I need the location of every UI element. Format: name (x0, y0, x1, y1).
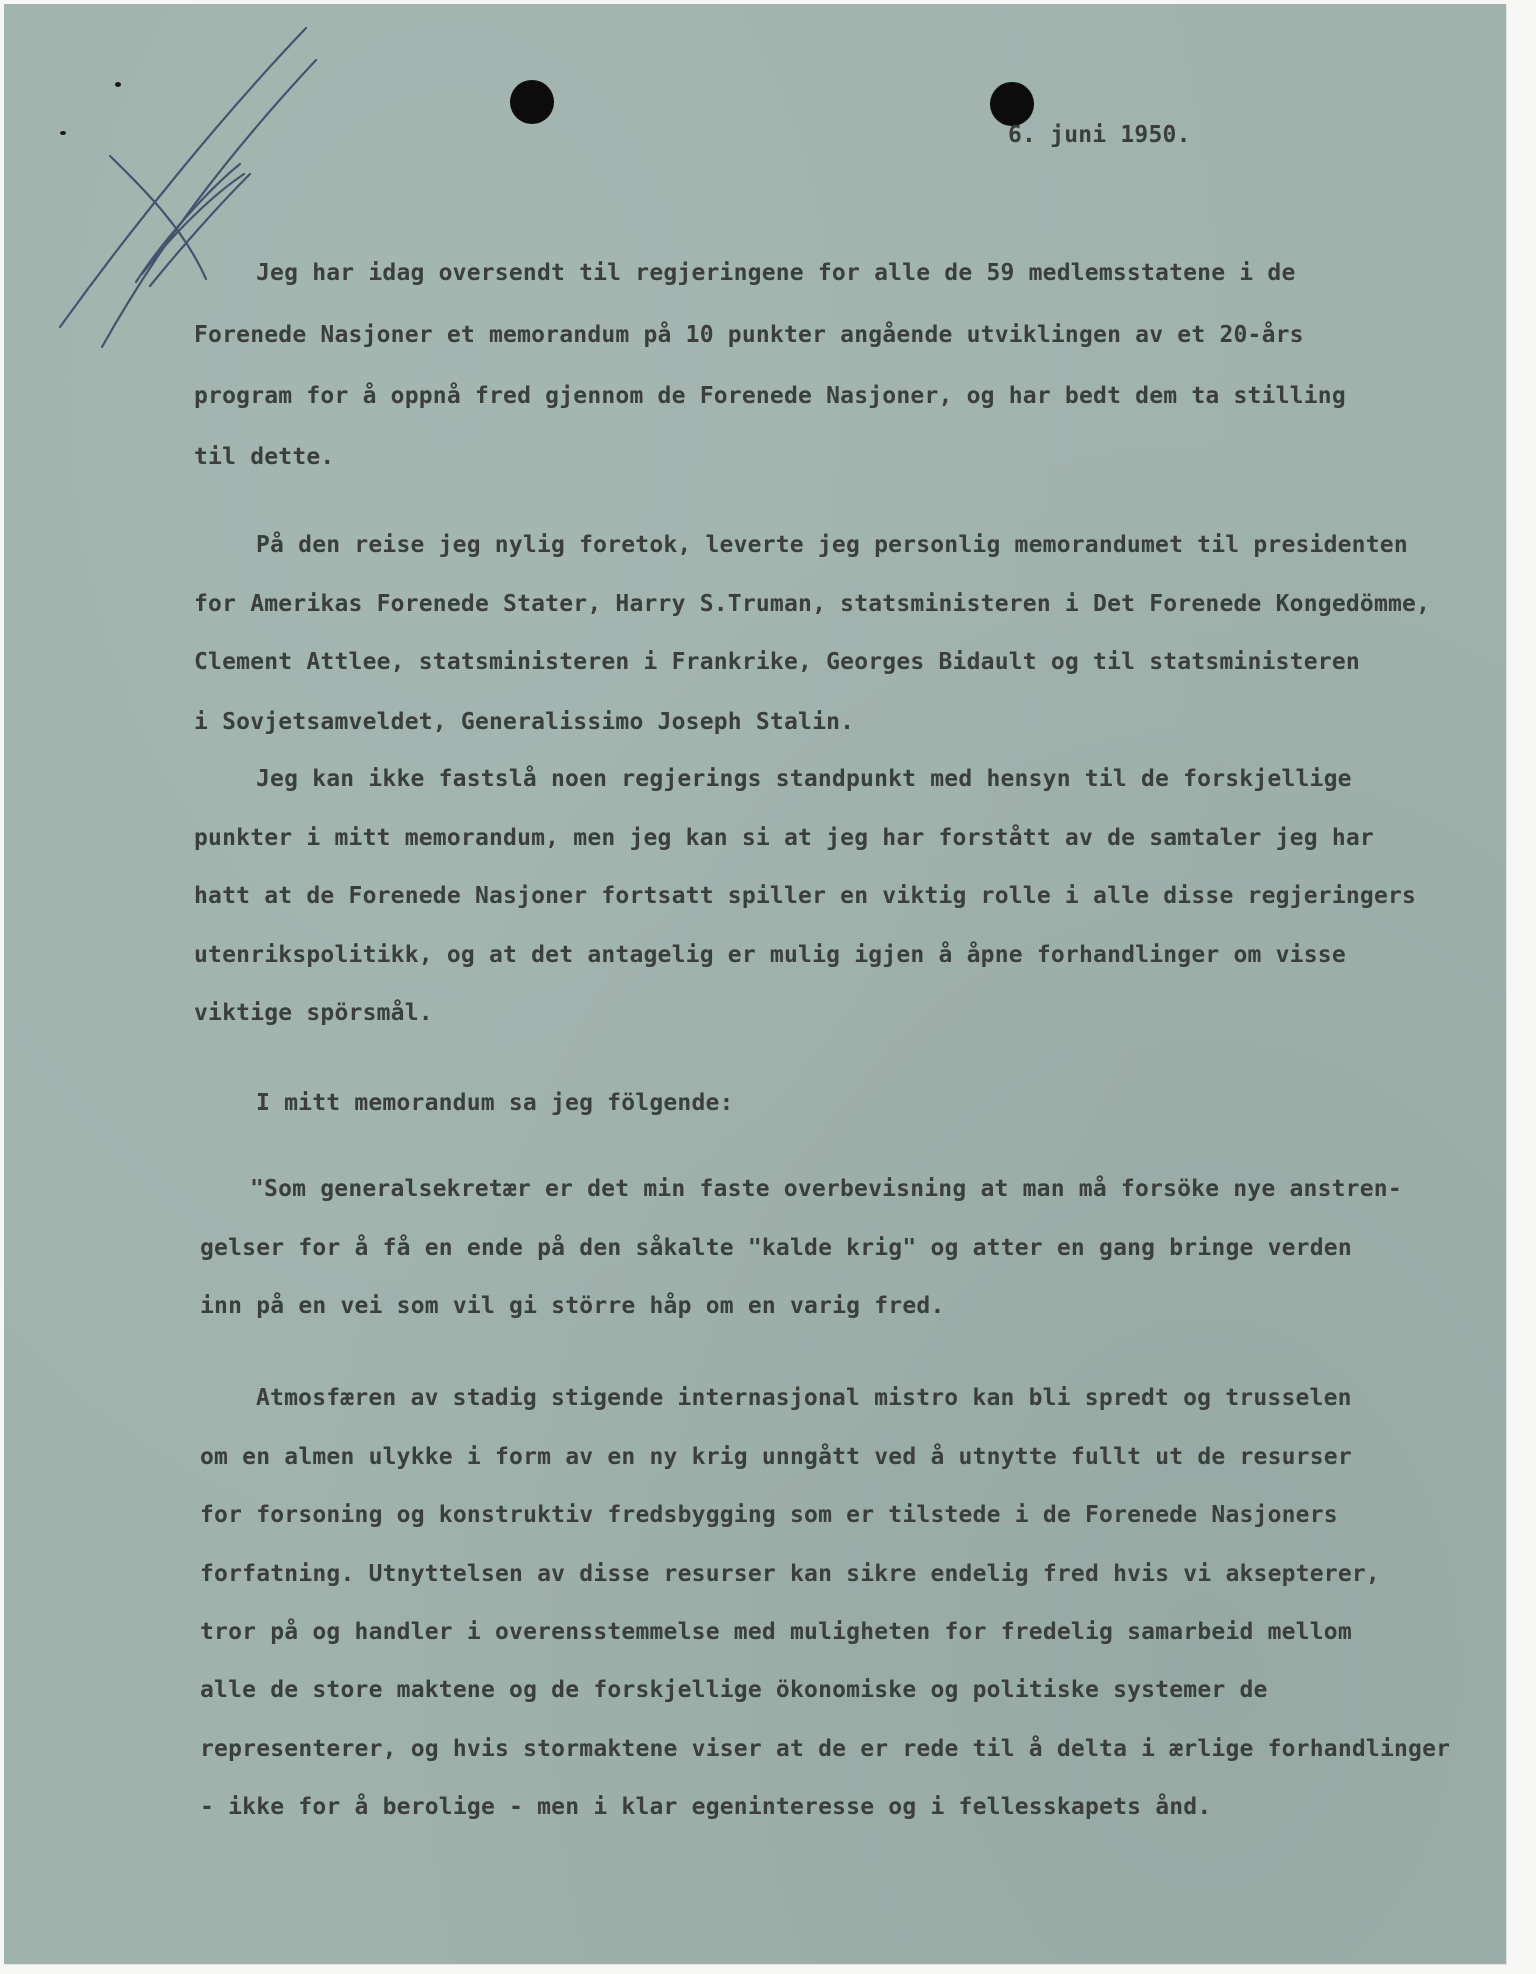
text-line: representerer, og hvis stormaktene viser at de er rede til å delta i ærlige forhandlinger (200, 1736, 1451, 1762)
text-line: "Som generalsekretær er det min faste overbevisning at man må forsöke nye anstren- (250, 1176, 1402, 1202)
text-line: Atmosfæren av stadig stigende internasjonal mistro kan bli spredt og trusselen (256, 1385, 1352, 1411)
pencil-stroke (102, 60, 316, 347)
text-line: Clement Attlee, statsministeren i Frankrike, Georges Bidault og til statsministeren (194, 649, 1360, 675)
text-line: inn på en vei som vil gi större håp om en varig fred. (200, 1293, 945, 1319)
text-line: Jeg har idag oversendt til regjeringene for alle de 59 medlemsstatene i de (256, 260, 1296, 286)
text-line: - ikke for å berolige - men i klar egeninteresse og i fellesskapets ånd. (200, 1794, 1212, 1820)
text-line: tror på og handler i overensstemmelse med muligheten for fredelig samarbeid mellom (200, 1619, 1352, 1645)
text-line: i Sovjetsamveldet, Generalissimo Joseph Stalin. (194, 709, 855, 735)
text-line: viktige spörsmål. (194, 1000, 433, 1026)
text-line: Jeg kan ikke fastslå noen regjerings standpunkt med hensyn til de forskjellige (256, 766, 1352, 792)
text-line: gelser for å få en ende på den såkalte "kalde krig" og atter en gang bringe verden (200, 1235, 1352, 1261)
handwritten-pencil-cross-icon (44, 24, 344, 364)
pencil-stroke (142, 174, 244, 274)
text-line: for forsoning og konstruktiv fredsbygging som er tilstede i de Forenede Nasjoners (200, 1502, 1338, 1528)
text-line: Forenede Nasjoner et memorandum på 10 punkter angående utviklingen av et 20-års (194, 322, 1304, 348)
text-line: alle de store maktene og de forskjellige ökonomiske og politiske systemer de (200, 1677, 1268, 1703)
text-line: punkter i mitt memorandum, men jeg kan si at jeg har forstått av de samtaler jeg har (194, 825, 1374, 851)
text-line: hatt at de Forenede Nasjoner fortsatt spiller en viktig rolle i alle disse regjeringers (194, 883, 1417, 909)
text-line: for Amerikas Forenede Stater, Harry S.Truman, statsministeren i Det Forenede Kongedömme, (194, 591, 1431, 617)
text-line: til dette. (194, 444, 335, 470)
document-page (4, 4, 1506, 1964)
text-line: utenrikspolitikk, og at det antagelig er mulig igjen å åpne forhandlinger om visse (194, 942, 1346, 968)
text-line: program for å oppnå fred gjennom de Forenede Nasjoner, og har bedt dem ta stilling (194, 383, 1346, 409)
text-line: om en almen ulykke i form av en ny krig unngått ved å utnytte fullt ut de resurser (200, 1444, 1352, 1470)
text-line: forfatning. Utnyttelsen av disse resurser kan sikre endelig fred hvis vi aksepterer, (200, 1561, 1380, 1587)
text-line: På den reise jeg nylig foretok, leverte jeg personlig memorandumet til presidenten (256, 532, 1408, 558)
document-date: 6. juni 1950. (1008, 122, 1191, 148)
punch-hole-left-icon (510, 80, 554, 124)
punch-hole-right-icon (990, 82, 1034, 126)
text-line: I mitt memorandum sa jeg fölgende: (256, 1090, 734, 1116)
